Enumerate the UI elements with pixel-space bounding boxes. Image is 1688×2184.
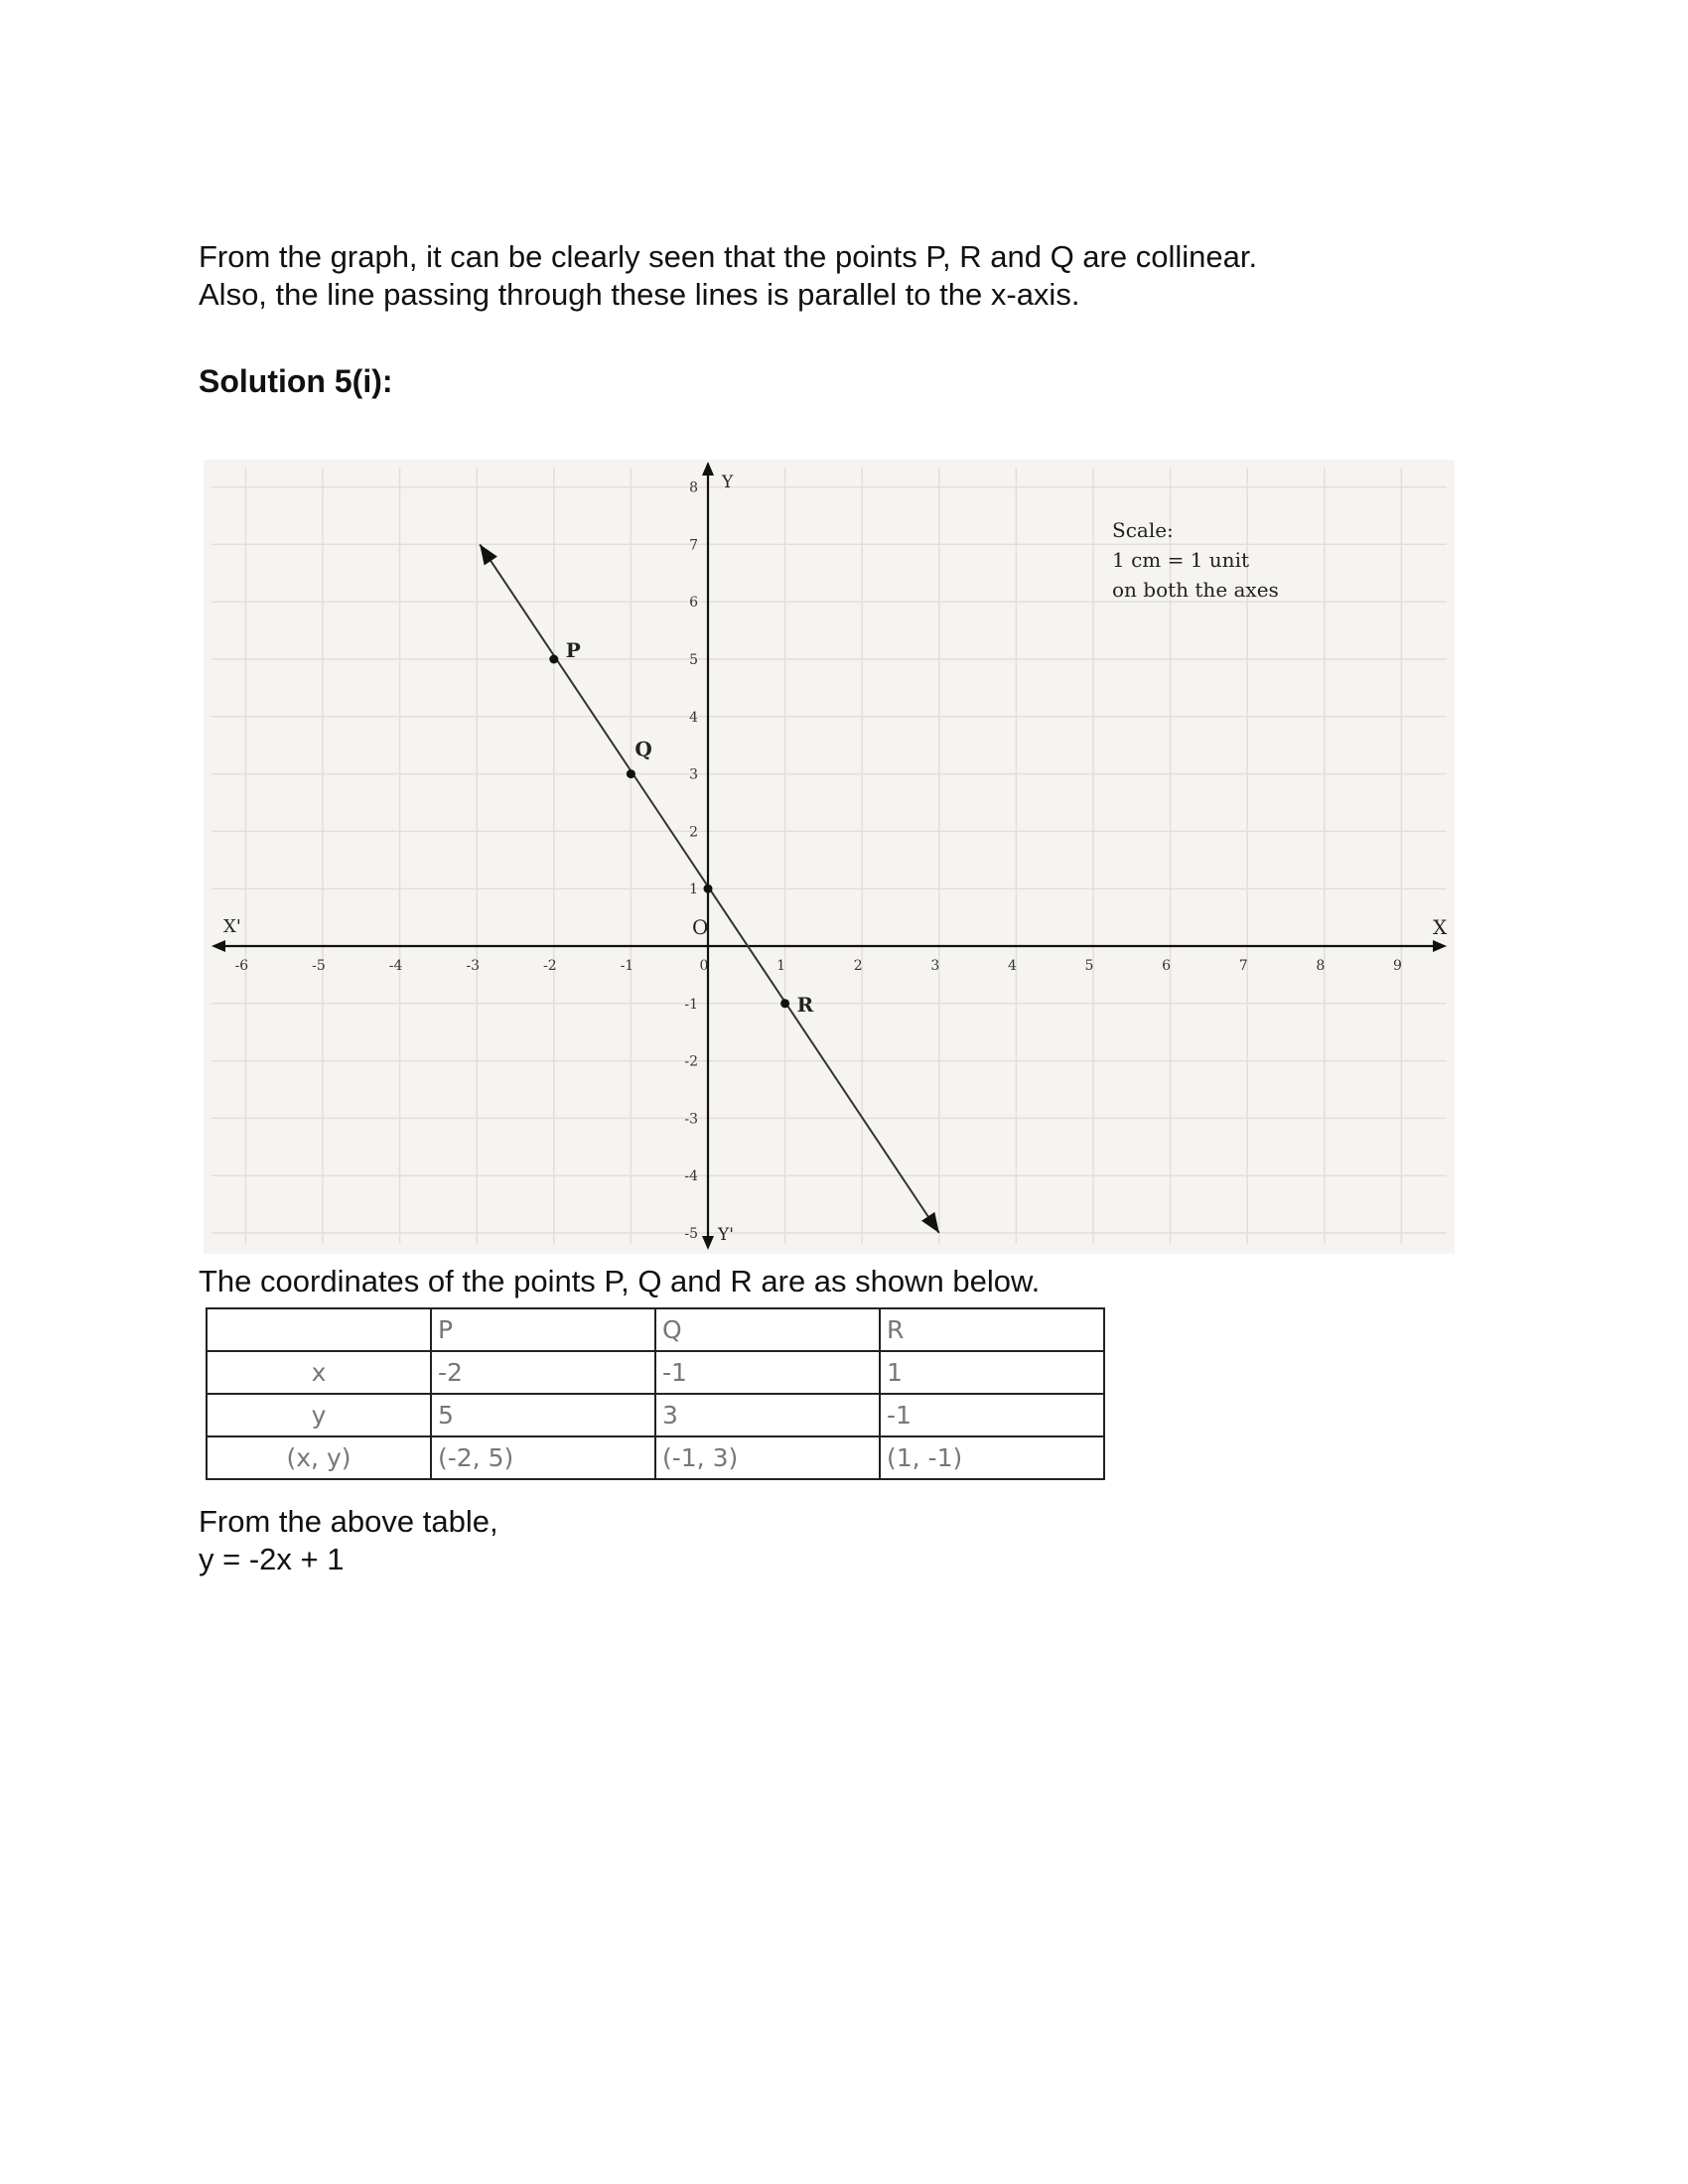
table-cell: (-2, 5) [431,1436,655,1479]
point-r [780,999,789,1008]
y-tick-label: 8 [689,479,698,496]
table-cell: -1 [880,1394,1104,1436]
point-q [627,769,635,778]
y-tick-label: -4 [684,1168,698,1185]
point-label: P [565,638,581,662]
table-header-cell: R [880,1308,1104,1351]
x-tick-label: 2 [853,958,863,974]
y-tick-label: 7 [689,537,698,554]
scale-note-line: on both the axes [1112,578,1279,602]
row-label: y [207,1394,431,1436]
x-tick-label: -3 [466,958,481,974]
y-tick-label: -3 [684,1111,698,1128]
y-tick-label: 6 [689,595,698,612]
scale-note-line: Scale: [1112,518,1174,542]
point-label: Q [634,737,652,761]
point-y-intercept [704,885,713,893]
table-cell: (-1, 3) [655,1436,880,1479]
x-tick-label: -6 [234,958,249,974]
table-cell: 1 [880,1351,1104,1394]
table-caption: The coordinates of the points P, Q and R are as shown below. [199,1264,1041,1298]
y-tick-label: 4 [689,709,698,726]
x-tick-label: -1 [620,958,634,974]
x-tick-label: -5 [312,958,326,974]
x-tick-label: 0 [699,958,709,974]
table-row [207,1351,1104,1394]
solution-heading: Solution 5(i): [199,363,393,399]
row-label: (x, y) [207,1436,431,1479]
coordinates-table [206,1307,1105,1480]
intro-line-2: Also, the line passing through these lines is parallel to the x-axis. [199,277,1080,312]
row-label: x [207,1351,431,1394]
x-tick-label: 8 [1316,958,1326,974]
x-axis-label: X [1433,915,1448,939]
table-row [207,1436,1104,1479]
y-tick-label: -5 [684,1226,698,1242]
x-tick-label: -2 [542,958,557,974]
intro-line-1: From the graph, it can be clearly seen that the points P, R and Q are collinear. [199,239,1258,274]
point-p [549,655,558,664]
y-axis-label: Y [722,473,734,492]
x-prime-axis-label: X' [223,916,241,937]
y-tick-label: 5 [689,652,698,668]
table-header-cell: P [431,1308,655,1351]
table-header-cell: Q [655,1308,880,1351]
y-tick-label: 1 [689,882,698,898]
intro-paragraph [199,238,1257,314]
conclusion-line-1: From the above table, [199,1504,498,1539]
scale-note-line: 1 cm = 1 unit [1112,548,1249,572]
y-tick-label: 3 [689,766,698,783]
x-tick-label: 1 [776,958,786,974]
x-tick-label: 6 [1162,958,1172,974]
y-tick-label: -2 [684,1053,698,1070]
y-tick-label: 2 [689,824,698,841]
x-tick-label: 4 [1007,958,1017,974]
table-cell: -1 [655,1351,880,1394]
x-tick-label: 3 [930,958,940,974]
point-label: R [796,992,814,1017]
x-tick-label: 9 [1392,958,1402,974]
x-tick-label: 5 [1084,958,1094,974]
x-tick-label: 7 [1238,958,1248,974]
y-tick-label: -1 [684,996,698,1013]
table-row [207,1394,1104,1436]
table-header-row [207,1308,1104,1351]
table-cell: 3 [655,1394,880,1436]
table-cell: (1, -1) [880,1436,1104,1479]
graph [204,460,1455,1254]
y-prime-axis-label: Y' [718,1225,734,1245]
conclusion [199,1503,498,1578]
table-cell [207,1308,431,1351]
x-tick-label: -4 [388,958,403,974]
origin-label: O [692,915,709,939]
equation: y = -2x + 1 [199,1542,345,1576]
table-cell: -2 [431,1351,655,1394]
table-cell: 5 [431,1394,655,1436]
